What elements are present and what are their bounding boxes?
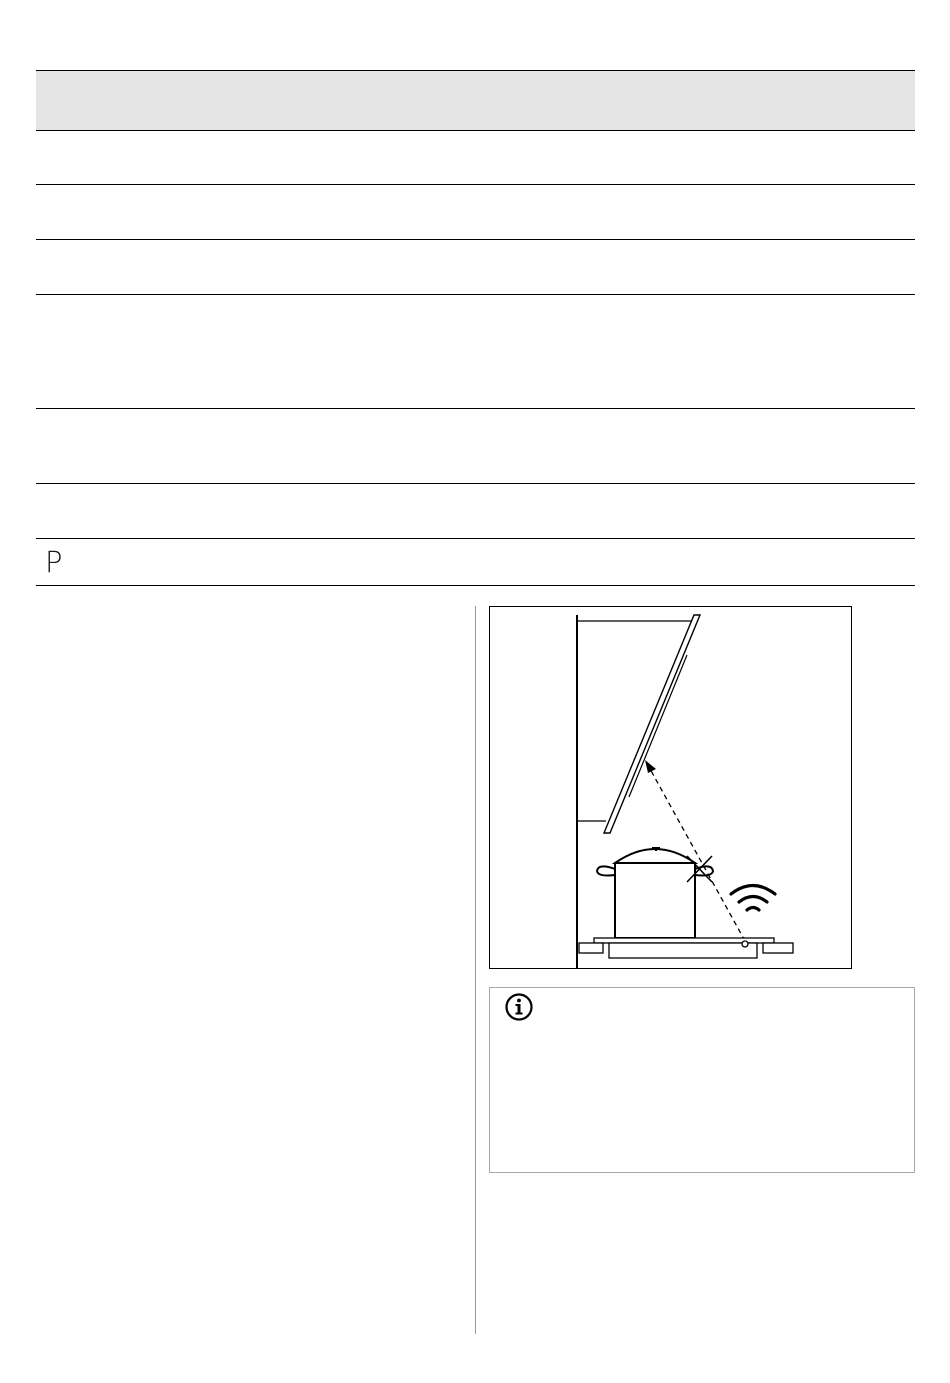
column-divider bbox=[475, 606, 476, 1334]
program-symbol: P bbox=[45, 545, 63, 579]
hood-sensor-illustration bbox=[489, 606, 852, 969]
table-row bbox=[36, 131, 915, 185]
info-note-box bbox=[489, 987, 915, 1173]
infrared-sensor bbox=[742, 941, 748, 947]
table-header bbox=[36, 71, 915, 131]
hood-panel bbox=[578, 615, 700, 833]
table-row bbox=[36, 539, 915, 586]
cooktop bbox=[579, 938, 793, 958]
pot-icon bbox=[597, 848, 713, 938]
table-row bbox=[36, 409, 915, 484]
settings-table bbox=[36, 70, 915, 586]
table-row bbox=[36, 484, 915, 539]
wireless-signal-icon bbox=[731, 886, 775, 911]
table-row bbox=[36, 240, 915, 295]
table-row bbox=[36, 185, 915, 240]
info-icon bbox=[504, 992, 534, 1022]
table-row bbox=[36, 295, 915, 409]
